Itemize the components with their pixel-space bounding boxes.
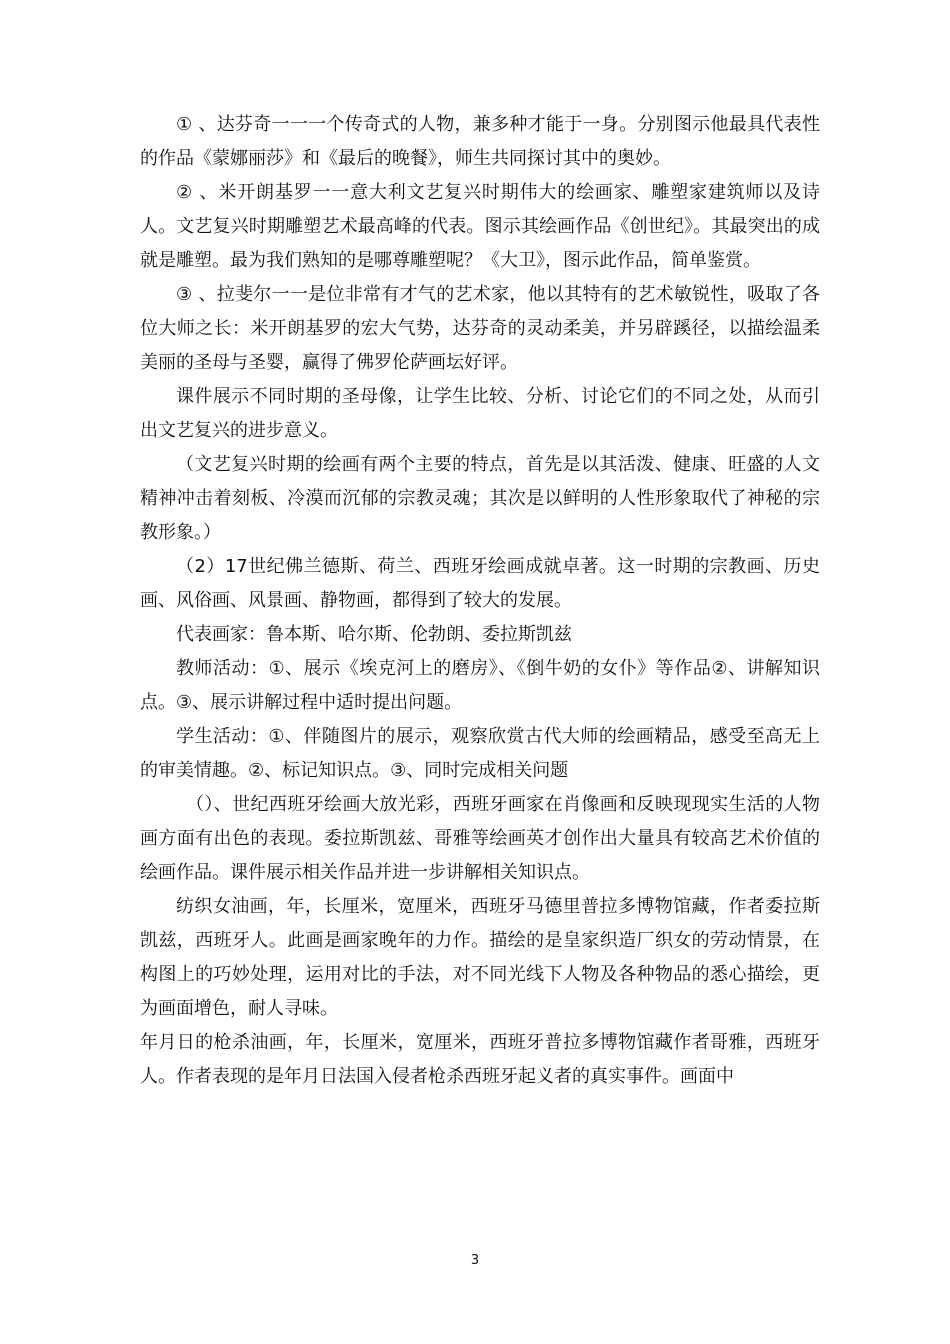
paragraph-madonna-comparison: 课件展示不同时期的圣母像，让学生比较、分析、讨论它们的不同之处，从而引出文艺复兴的进步意义。 [140, 386, 820, 441]
paragraph-spinners: 纺织女油画，年，长厘米，宽厘米，西班牙马德里普拉多博物馆藏，作者委拉斯凯兹，西班牙人。此画是画家晚年的力作。描绘的是皇家织造厂织女的劳动情景，在构图上的巧妙处理，运用对比的手法，对不同光线下人物及各种物品的悉心描绘，更为画面增色，耐人寻味。 [140, 896, 820, 1019]
paragraph-representative-painters: 代表画家：鲁本斯、哈尔斯、伦勃朗、委拉斯凯兹 [176, 624, 572, 645]
paragraph-spanish-painting: （）、世纪西班牙绘画大放光彩，西班牙画家在肖像画和反映现现实生活的人物画方面有出色的表现。委拉斯凯兹、哥雅等绘画英才创作出大量具有较高艺术价值的绘画作品。课件展示相关作品并进一步讲解相关知识点。 [140, 794, 820, 883]
paragraph-third-of-may: 年月日的枪杀油画，年，长厘米，宽厘米，西班牙普拉多博物馆藏作者哥雅，西班牙人。作者表现的是年月日法国入侵者枪杀西班牙起义者的真实事件。画面中 [140, 1032, 820, 1087]
paragraph-raphael: ③ 、拉斐尔一一是位非常有才气的艺术家，他以其特有的艺术敏锐性，吸取了各位大师之长：米开朗基罗的宏大气势，达芬奇的灵动柔美，并另辟蹊径，以描绘温柔美丽的圣母与圣婴，赢得了佛罗伦萨画坛好评。 [140, 284, 820, 373]
paragraph-davinci: ① 、达芬奇一一一个传奇式的人物，兼多种才能于一身。分别图示他最具代表性的作品《蒙娜丽莎》和《最后的晚餐》，师生共同探讨其中的奥妙。 [140, 114, 820, 169]
paragraph-michelangelo: ② 、米开朗基罗一一意大利文艺复兴时期伟大的绘画家、雕塑家建筑师以及诗人。文艺复兴时期雕塑艺术最高峰的代表。图示其绘画作品《创世纪》。其最突出的成就是雕塑。最为我们熟知的是哪尊雕塑呢？《大卫》，图示此作品，简单鉴赏。 [140, 182, 820, 271]
paragraph-student-activity: 学生活动：①、伴随图片的展示，观察欣赏古代大师的绘画精品，感受至高无上的审美情趣。②、标记知识点。③、同时完成相关问题 [140, 726, 820, 781]
paragraph-teacher-activity: 教师活动：①、展示《埃克河上的磨房》、《倒牛奶的女仆》等作品②、讲解知识点。③、展示讲解过程中适时提出问题。 [140, 658, 820, 713]
paragraph-17th-century: （2）17世纪佛兰德斯、荷兰、西班牙绘画成就卓著。这一时期的宗教画、历史画、风俗画、风景画、静物画，都得到了较大的发展。 [140, 556, 820, 611]
document-body [140, 108, 820, 1094]
page-number: 3 [470, 1253, 480, 1268]
paragraph-renaissance-features: （文艺复兴时期的绘画有两个主要的特点，首先是以其活泼、健康、旺盛的人文精神冲击着刻板、冷漠而沉郁的宗教灵魂；其次是以鲜明的人性形象取代了神秘的宗教形象。） [140, 454, 820, 543]
